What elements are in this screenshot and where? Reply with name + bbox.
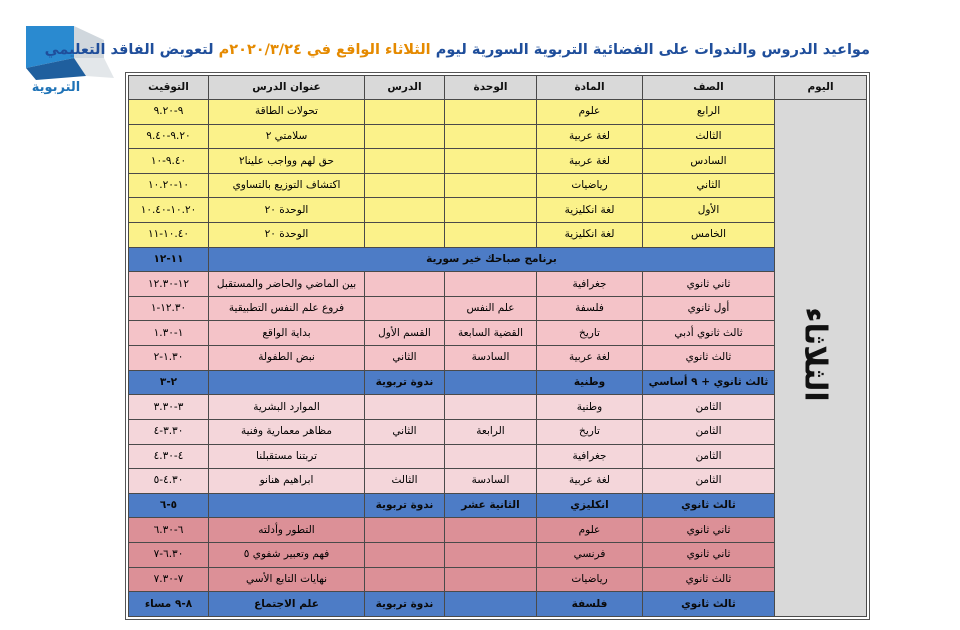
cell-lesson: الثالث xyxy=(365,469,445,494)
cell-lesson: ندوة تربوية xyxy=(365,493,445,518)
cell-lesson: ندوة تربوية xyxy=(365,592,445,617)
cell-class: الخامس xyxy=(643,223,775,248)
cell-time: ٥-٦ xyxy=(129,493,209,518)
cell-title: فروع علم النفس التطبيقية xyxy=(209,296,365,321)
cell-subject: لغة عربية xyxy=(537,469,643,494)
table-row xyxy=(129,247,867,272)
cell-time: ٩.٤٠-١٠ xyxy=(129,149,209,174)
cell-class: أول ثانوي xyxy=(643,296,775,321)
cell-time: ٣-٣.٣٠ xyxy=(129,395,209,420)
cell-title: اكتشاف التوزيع بالتساوي xyxy=(209,173,365,198)
cell-class: الثامن xyxy=(643,469,775,494)
cell-subject: رياضيات xyxy=(537,173,643,198)
cell-subject: جغرافية xyxy=(537,444,643,469)
cell-title: حق لهم وواجب علينا٢ xyxy=(209,149,365,174)
page-title xyxy=(44,42,870,58)
cell-time: ١-١.٣٠ xyxy=(129,321,209,346)
cell-class: الثامن xyxy=(643,444,775,469)
cell-subject: علوم xyxy=(537,100,643,125)
cell-time: ٢-٣ xyxy=(129,370,209,395)
cell-unit xyxy=(445,542,537,567)
title-after: لتعويض الفاقد التعليمي xyxy=(44,42,219,58)
table-row xyxy=(129,493,867,518)
cell-title: سلامتي ٢ xyxy=(209,124,365,149)
cell-class: ثاني ثانوي xyxy=(643,518,775,543)
cell-subject: لغة انكليزية xyxy=(537,198,643,223)
cell-lesson xyxy=(365,444,445,469)
cell-subject: فلسفة xyxy=(537,592,643,617)
cell-unit xyxy=(445,444,537,469)
table-row xyxy=(129,173,867,198)
table-row xyxy=(129,419,867,444)
cell-time: ٣.٣٠-٤ xyxy=(129,419,209,444)
cell-unit xyxy=(445,124,537,149)
cell-subject: لغة عربية xyxy=(537,149,643,174)
cell-time: ٩-٩.٢٠ xyxy=(129,100,209,125)
cell-lesson: القسم الأول xyxy=(365,321,445,346)
cell-class: ثالث ثانوي xyxy=(643,346,775,371)
schedule-body xyxy=(129,100,867,617)
cell-title: نهايات التابع الأسي xyxy=(209,567,365,592)
cell-subject: علوم xyxy=(537,518,643,543)
cell-time: ١.٣٠-٢ xyxy=(129,346,209,371)
cell-subject: انكليزي xyxy=(537,493,643,518)
cell-class: الأول xyxy=(643,198,775,223)
cell-title: علم الاجتماع xyxy=(209,592,365,617)
cell-lesson: ندوة تربوية xyxy=(365,370,445,395)
cell-title: فهم وتعبير شفوي ٥ xyxy=(209,542,365,567)
cell-title: تربتنا مستقبلنا xyxy=(209,444,365,469)
cell-subject: جغرافية xyxy=(537,272,643,297)
cell-subject: تاريخ xyxy=(537,321,643,346)
cell-time: ٧-٧.٣٠ xyxy=(129,567,209,592)
cell-unit: علم النفس xyxy=(445,296,537,321)
cell-subject: وطنية xyxy=(537,395,643,420)
cell-unit xyxy=(445,567,537,592)
cell-time: ١٠.٤٠-١١ xyxy=(129,223,209,248)
cell-subject: لغة انكليزية xyxy=(537,223,643,248)
cell-title xyxy=(209,370,365,395)
cell-lesson xyxy=(365,395,445,420)
cell-lesson xyxy=(365,149,445,174)
table-row xyxy=(129,469,867,494)
cell-class: الثامن xyxy=(643,395,775,420)
cell-lesson xyxy=(365,100,445,125)
title-date: الثلاثاء الواقع في ٢٠٢٠/٣/٢٤م xyxy=(218,42,431,58)
table-row xyxy=(129,296,867,321)
cell-class: ثالث ثانوي xyxy=(643,592,775,617)
cell-lesson xyxy=(365,198,445,223)
table-row xyxy=(129,444,867,469)
cell-class: ثالث ثانوي xyxy=(643,567,775,592)
header-title: عنوان الدرس xyxy=(209,76,365,100)
cell-class: الرابع xyxy=(643,100,775,125)
table-row xyxy=(129,518,867,543)
cell-title: مظاهر معمارية وفنية xyxy=(209,419,365,444)
cell-unit xyxy=(445,272,537,297)
cell-span: برنامج صباحك خير سورية xyxy=(209,247,775,272)
cell-time: ١٢-١٢.٣٠ xyxy=(129,272,209,297)
cell-unit: الرابعة xyxy=(445,419,537,444)
table-row xyxy=(129,124,867,149)
header-row xyxy=(129,76,867,100)
cell-lesson xyxy=(365,173,445,198)
cell-time: ٤-٤.٣٠ xyxy=(129,444,209,469)
cell-title: التطور وأدلته xyxy=(209,518,365,543)
cell-time: ١١-١٢ xyxy=(129,247,209,272)
table-row xyxy=(129,370,867,395)
cell-unit: الثانية عشر xyxy=(445,493,537,518)
cell-time: ١٠-١٠.٢٠ xyxy=(129,173,209,198)
cell-time: ١٠.٢٠-١٠.٤٠ xyxy=(129,198,209,223)
table-row xyxy=(129,272,867,297)
cell-unit xyxy=(445,518,537,543)
cell-unit: السادسة xyxy=(445,469,537,494)
cell-lesson: الثاني xyxy=(365,419,445,444)
cell-title: الموارد البشرية xyxy=(209,395,365,420)
cell-lesson xyxy=(365,542,445,567)
cell-subject: تاريخ xyxy=(537,419,643,444)
cell-class: السادس xyxy=(643,149,775,174)
cell-unit xyxy=(445,592,537,617)
cell-time: ٨-٩ مساء xyxy=(129,592,209,617)
cell-lesson xyxy=(365,518,445,543)
cell-class: الثالث xyxy=(643,124,775,149)
cell-unit xyxy=(445,370,537,395)
table-row xyxy=(129,567,867,592)
cell-class: ثاني ثانوي xyxy=(643,542,775,567)
cell-subject: لغة عربية xyxy=(537,346,643,371)
cell-lesson xyxy=(365,272,445,297)
cell-time: ٤.٣٠-٥ xyxy=(129,469,209,494)
table-row xyxy=(129,592,867,617)
cell-title: نبض الطفولة xyxy=(209,346,365,371)
table-row xyxy=(129,395,867,420)
cell-class: ثالث ثانوي أدبي xyxy=(643,321,775,346)
table-row xyxy=(129,100,867,125)
cell-lesson xyxy=(365,567,445,592)
cell-lesson xyxy=(365,223,445,248)
header-day: اليوم xyxy=(775,76,867,100)
cell-lesson xyxy=(365,124,445,149)
cell-title: ابراهيم هنانو xyxy=(209,469,365,494)
cell-class: الثامن xyxy=(643,419,775,444)
cell-unit xyxy=(445,395,537,420)
cell-unit xyxy=(445,223,537,248)
table-row xyxy=(129,542,867,567)
cell-subject: فلسفة xyxy=(537,296,643,321)
day-name: الثلاثاء xyxy=(797,307,833,402)
cell-title: بين الماضي والحاضر والمستقبل xyxy=(209,272,365,297)
cell-unit xyxy=(445,149,537,174)
cell-time: ٦-٦.٣٠ xyxy=(129,518,209,543)
header-subject: المادة xyxy=(537,76,643,100)
cell-class: ثالث ثانوي + ٩ أساسي xyxy=(643,370,775,395)
cell-class: ثالث ثانوي xyxy=(643,493,775,518)
cell-subject: فرنسي xyxy=(537,542,643,567)
cell-subject: رياضيات xyxy=(537,567,643,592)
cell-class: ثاني ثانوي xyxy=(643,272,775,297)
cell-time: ١٢.٣٠-١ xyxy=(129,296,209,321)
cell-title: الوحدة ٢٠ xyxy=(209,198,365,223)
title-before: مواعيد الدروس والندوات على الفضائية التربوية السورية ليوم xyxy=(430,42,870,58)
table-row xyxy=(129,149,867,174)
cell-unit xyxy=(445,198,537,223)
header-time: التوقيت xyxy=(129,76,209,100)
day-cell xyxy=(775,100,867,617)
cell-unit: القضية السابعة xyxy=(445,321,537,346)
cell-title: تحولات الطاقة xyxy=(209,100,365,125)
table-row xyxy=(129,346,867,371)
logo-text: التربوية xyxy=(31,80,81,95)
table-row xyxy=(129,198,867,223)
cell-unit: السادسة xyxy=(445,346,537,371)
header-class: الصف xyxy=(643,76,775,100)
cell-time: ٦.٣٠-٧ xyxy=(129,542,209,567)
channel-logo xyxy=(14,18,124,113)
cell-unit xyxy=(445,173,537,198)
cell-time: ٩.٢٠-٩.٤٠ xyxy=(129,124,209,149)
cell-unit xyxy=(445,100,537,125)
cell-title xyxy=(209,493,365,518)
cell-title: الوحدة ٢٠ xyxy=(209,223,365,248)
header-unit: الوحدة xyxy=(445,76,537,100)
schedule-table xyxy=(128,75,867,617)
header-lesson: الدرس xyxy=(365,76,445,100)
cell-lesson: الثاني xyxy=(365,346,445,371)
cell-class: الثاني xyxy=(643,173,775,198)
table-row xyxy=(129,223,867,248)
cell-lesson xyxy=(365,296,445,321)
table-row xyxy=(129,321,867,346)
cell-subject: لغة عربية xyxy=(537,124,643,149)
cell-title: بداية الواقع xyxy=(209,321,365,346)
cell-subject: وطنية xyxy=(537,370,643,395)
